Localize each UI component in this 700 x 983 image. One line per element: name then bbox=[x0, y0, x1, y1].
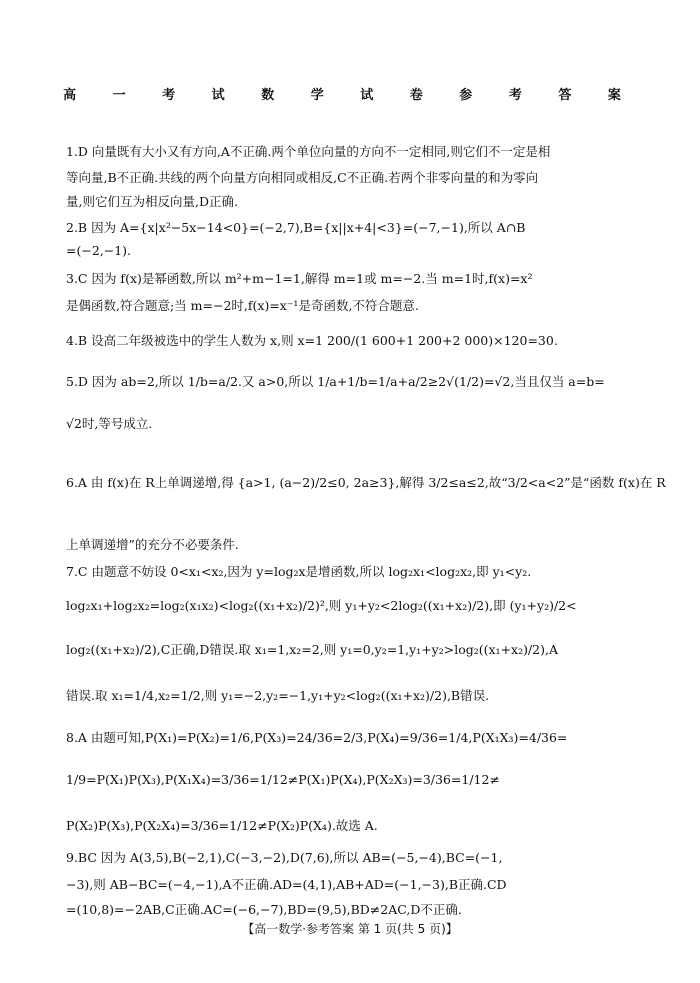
answer-line: 7.C 由题意不妨设 0<x₁<x₂,因为 y=log₂x是增函数,所以 log₂x₁<log₂x₂,即 y₁<y₂. bbox=[66, 564, 532, 579]
answer-line: 3.C 因为 f(x)是幂函数,所以 m²+m−1=1,解得 m=1或 m=−2.当 m=1时,f(x)=x² bbox=[66, 271, 533, 286]
answer-line: 4.B 设高二年级被选中的学生人数为 x,则 x=1 200/(1 600+1 200+2 000)×120=30. bbox=[66, 333, 558, 348]
page-title: 高 一 考 试 数 学 试 卷 参 考 答 案 bbox=[63, 88, 637, 103]
answer-line: 等向量,B不正确.共线的两个向量方向相同或相反,C不正确.若两个非零向量的和为零向 bbox=[66, 170, 539, 185]
answer-line: √2时,等号成立. bbox=[66, 416, 153, 431]
answer-line: =(10,8)=−2AB,C正确.AC=(−6,−7),BD=(9,5),BD≠2AC,D不正确. bbox=[66, 902, 462, 917]
answer-line: =(−2,−1). bbox=[66, 243, 132, 258]
answer-line: 6.A 由 f(x)在 R上单调递增,得 {a>1, (a−2)/2≤0, 2a≥3},解得 3/2≤a≤2,故“3/2<a<2”是“函数 f(x)在 R bbox=[66, 475, 666, 490]
answer-line: 上单调递增”的充分不必要条件. bbox=[66, 537, 239, 552]
answer-line: log₂x₁+log₂x₂=log₂(x₁x₂)<log₂((x₁+x₂)/2)²,则 y₁+y₂<2log₂((x₁+x₂)/2),即 (y₁+y₂)/2< bbox=[66, 598, 577, 613]
page-footer: 【高一数学·参考答案 第 1 页(共 5 页)】 bbox=[242, 922, 458, 936]
answer-line: 8.A 由题可知,P(X₁)=P(X₂)=1/6,P(X₃)=24/36=2/3,P(X₄)=9/36=1/4,P(X₁X₃)=4/36= bbox=[66, 730, 568, 745]
answer-line: 是偶函数,符合题意;当 m=−2时,f(x)=x⁻¹是奇函数,不符合题意. bbox=[66, 298, 419, 313]
answer-line: 2.B 因为 A={x|x²−5x−14<0}=(−2,7),B={x||x+4|<3}=(−7,−1),所以 A∩B bbox=[66, 220, 526, 235]
answer-line: 1/9=P(X₁)P(X₃),P(X₁X₄)=3/36=1/12≠P(X₁)P(X₄),P(X₂X₃)=3/36=1/12≠ bbox=[66, 772, 500, 787]
answer-line: 错误.取 x₁=1/4,x₂=1/2,则 y₁=−2,y₂=−1,y₁+y₂<log₂((x₁+x₂)/2),B错误. bbox=[66, 688, 490, 703]
answer-line: P(X₂)P(X₃),P(X₂X₄)=3/36=1/12≠P(X₂)P(X₄).故选 A. bbox=[66, 818, 378, 833]
answer-line: 1.D 向量既有大小又有方向,A不正确.两个单位向量的方向不一定相同,则它们不一定是相 bbox=[66, 144, 551, 159]
answer-line: 5.D 因为 ab=2,所以 1/b=a/2.又 a>0,所以 1/a+1/b=1/a+a/2≥2√(1/2)=√2,当且仅当 a=b= bbox=[66, 374, 605, 389]
answer-line: log₂((x₁+x₂)/2),C正确,D错误.取 x₁=1,x₂=2,则 y₁=0,y₂=1,y₁+y₂>log₂((x₁+x₂)/2),A bbox=[66, 642, 559, 657]
answer-line: 量,则它们互为相反向量,D正确. bbox=[66, 194, 238, 209]
answer-line: 9.BC 因为 A(3,5),B(−2,1),C(−3,−2),D(7,6),所以 AB=(−5,−4),BC=(−1, bbox=[66, 850, 503, 865]
answer-line: −3),则 AB−BC=(−4,−1),A不正确.AD=(4,1),AB+AD=(−1,−3),B正确.CD bbox=[66, 877, 507, 892]
